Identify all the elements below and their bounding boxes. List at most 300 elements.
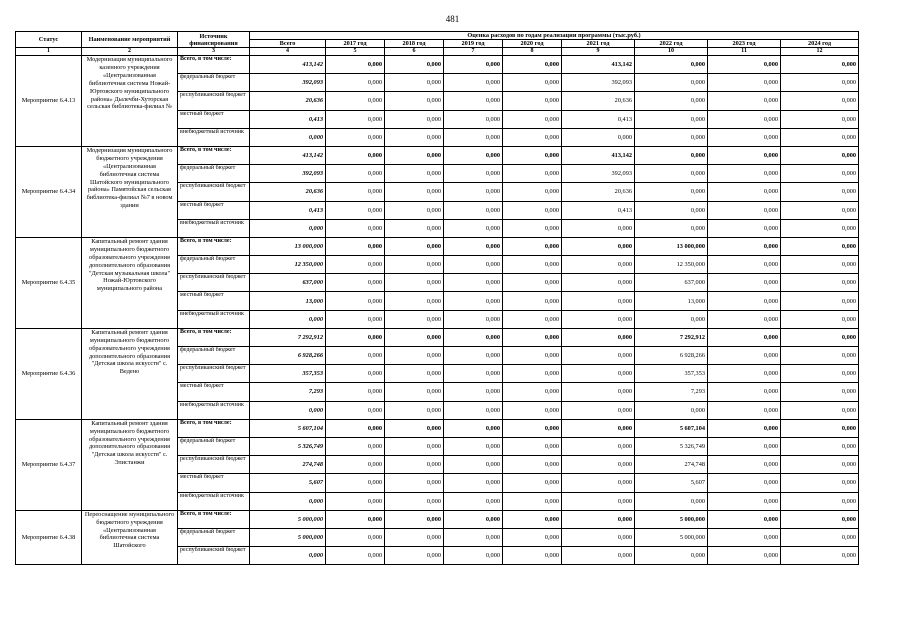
column-number: 1 [16, 48, 82, 56]
value-year: 0,000 [708, 110, 781, 128]
value-year: 0,000 [708, 274, 781, 292]
value-year: 7,293 [635, 383, 708, 401]
value-year: 5 326,749 [635, 437, 708, 455]
value-year: 0,000 [385, 547, 444, 565]
value-year: 0,000 [562, 292, 635, 310]
measure-name: Переоснащение муниципального бюджетного учреждения «Централизованная библиотечная система Шатойского [84, 510, 175, 550]
funding-source: местный бюджет [178, 474, 250, 492]
value-year: 0,000 [562, 274, 635, 292]
value-year: 0,000 [326, 510, 385, 528]
value-year: 0,000 [326, 365, 385, 383]
value-total: 0,413 [250, 201, 326, 219]
value-year: 0,000 [708, 56, 781, 74]
value-year: 0,000 [503, 237, 562, 255]
value-year: 0,000 [385, 274, 444, 292]
column-number: 8 [503, 48, 562, 56]
value-total: 0,000 [250, 547, 326, 565]
value-year: 0,000 [635, 128, 708, 146]
value-year: 0,000 [635, 219, 708, 237]
value-year: 0,000 [503, 183, 562, 201]
measure-name: Капитальный ремонт здания муниципального бюджетного образовательного учреждения дополнительного образования "Детская школа искусств" с. Элистанжи [88, 419, 171, 467]
value-year: 0,000 [385, 256, 444, 274]
value-year: 0,000 [708, 219, 781, 237]
value-year: 0,000 [781, 365, 859, 383]
value-year: 0,000 [385, 401, 444, 419]
header-estimate: Оценка расходов по годам реализации программы (тыс.руб.) [250, 32, 859, 40]
header-source: Источник финансирования [178, 32, 250, 48]
value-year: 7 292,912 [635, 328, 708, 346]
funding-source: федеральный бюджет [178, 165, 250, 183]
value-year: 0,000 [562, 456, 635, 474]
funding-source: республиканский бюджет [178, 183, 250, 201]
funding-source: Всего, в том числе: [178, 146, 250, 164]
value-year: 0,000 [503, 383, 562, 401]
value-year: 0,000 [708, 474, 781, 492]
value-year: 0,000 [503, 456, 562, 474]
value-year: 0,000 [635, 201, 708, 219]
value-total: 413,142 [250, 146, 326, 164]
value-year: 0,000 [326, 201, 385, 219]
value-year: 0,000 [635, 401, 708, 419]
value-year: 0,000 [781, 292, 859, 310]
value-year: 0,000 [444, 365, 503, 383]
value-year: 0,000 [385, 165, 444, 183]
header-year: 2024 год [781, 40, 859, 48]
page-number: 481 [445, 14, 460, 24]
value-year: 13,000 [635, 292, 708, 310]
header-year: 2017 год [326, 40, 385, 48]
value-year: 0,000 [781, 165, 859, 183]
value-year: 0,000 [635, 183, 708, 201]
value-year: 413,142 [562, 56, 635, 74]
value-year: 0,000 [385, 419, 444, 437]
value-year: 0,000 [385, 219, 444, 237]
funding-source: внебюджетный источник [178, 401, 250, 419]
value-year: 0,000 [708, 510, 781, 528]
measure-status: Мероприятие 6.4.37 [16, 419, 82, 510]
value-year: 0,000 [503, 56, 562, 74]
value-year: 0,000 [503, 110, 562, 128]
value-year: 0,000 [385, 56, 444, 74]
value-year: 0,000 [326, 401, 385, 419]
value-year: 0,000 [444, 92, 503, 110]
value-year: 0,000 [385, 510, 444, 528]
value-year: 0,000 [708, 256, 781, 274]
value-year: 0,000 [444, 292, 503, 310]
value-total: 0,000 [250, 401, 326, 419]
header-year: 2021 год [562, 40, 635, 48]
funding-source: республиканский бюджет [178, 365, 250, 383]
funding-source: Всего, в том числе: [178, 328, 250, 346]
value-year: 0,000 [326, 256, 385, 274]
value-year: 0,000 [708, 292, 781, 310]
value-year: 0,000 [444, 128, 503, 146]
funding-source: федеральный бюджет [178, 347, 250, 365]
funding-source: внебюджетный источник [178, 219, 250, 237]
value-year: 0,000 [635, 310, 708, 328]
value-year: 0,000 [326, 328, 385, 346]
value-year: 0,000 [781, 383, 859, 401]
table-row [16, 328, 859, 346]
value-year: 0,000 [708, 237, 781, 255]
value-year: 0,000 [503, 274, 562, 292]
value-year: 0,000 [326, 56, 385, 74]
value-year: 0,000 [444, 56, 503, 74]
measure-name-cell [82, 510, 178, 565]
value-year: 0,000 [444, 383, 503, 401]
measure-name: Капитальный ремонт здания муниципального бюджетного образовательного учреждения дополнительного образования "Детская школа искусств" с. Ведено [88, 328, 171, 376]
value-year: 0,000 [781, 510, 859, 528]
value-year: 0,000 [444, 456, 503, 474]
table-row [16, 146, 859, 164]
measure-name-cell [82, 419, 178, 510]
value-year: 0,000 [326, 474, 385, 492]
value-year: 0,000 [708, 183, 781, 201]
value-year: 0,000 [444, 437, 503, 455]
value-year: 0,000 [635, 110, 708, 128]
value-year: 20,636 [562, 92, 635, 110]
value-year: 5 000,000 [635, 528, 708, 546]
value-year: 0,000 [444, 219, 503, 237]
value-year: 0,000 [444, 474, 503, 492]
value-year: 0,000 [444, 146, 503, 164]
value-year: 0,000 [444, 274, 503, 292]
value-total: 357,353 [250, 365, 326, 383]
funding-source: федеральный бюджет [178, 528, 250, 546]
table-row [16, 237, 859, 255]
value-year: 0,000 [326, 547, 385, 565]
value-year: 0,000 [385, 456, 444, 474]
value-year: 0,000 [708, 437, 781, 455]
header-name: Наименование мероприятий [82, 32, 178, 48]
value-year: 0,000 [326, 128, 385, 146]
value-year: 0,000 [781, 219, 859, 237]
value-year: 0,000 [326, 528, 385, 546]
value-year: 0,000 [444, 110, 503, 128]
value-year: 0,000 [781, 274, 859, 292]
value-year: 0,000 [635, 92, 708, 110]
value-year: 0,000 [444, 237, 503, 255]
funding-source: федеральный бюджет [178, 256, 250, 274]
value-year: 0,000 [503, 365, 562, 383]
value-year: 0,000 [562, 128, 635, 146]
value-year: 0,000 [781, 401, 859, 419]
value-year: 0,000 [781, 92, 859, 110]
value-year: 5 000,000 [635, 510, 708, 528]
value-year: 0,000 [708, 347, 781, 365]
value-year: 0,000 [503, 437, 562, 455]
value-year: 0,000 [444, 310, 503, 328]
value-year: 5 607,104 [635, 419, 708, 437]
value-year: 0,000 [708, 456, 781, 474]
value-year: 0,000 [385, 347, 444, 365]
value-year: 0,000 [562, 256, 635, 274]
measure-status: Мероприятие 6.4.34 [16, 146, 82, 237]
value-year: 0,000 [444, 165, 503, 183]
value-year: 0,000 [444, 401, 503, 419]
value-year: 0,000 [444, 347, 503, 365]
value-year: 0,000 [326, 74, 385, 92]
funding-source: Всего, в том числе: [178, 237, 250, 255]
table-row [16, 419, 859, 437]
value-year: 0,000 [503, 165, 562, 183]
value-year: 0,000 [326, 110, 385, 128]
funding-source: внебюджетный источник [178, 310, 250, 328]
value-year: 0,000 [385, 365, 444, 383]
value-total: 274,748 [250, 456, 326, 474]
header-year: 2022 год [635, 40, 708, 48]
value-year: 0,000 [444, 183, 503, 201]
value-year: 0,000 [781, 456, 859, 474]
value-year: 0,000 [385, 292, 444, 310]
value-year: 0,000 [781, 110, 859, 128]
value-year: 0,000 [326, 437, 385, 455]
value-total: 5 000,000 [250, 510, 326, 528]
measure-name-cell [82, 328, 178, 419]
value-year: 0,000 [444, 201, 503, 219]
value-year: 0,000 [444, 528, 503, 546]
value-year: 20,636 [562, 183, 635, 201]
column-number: 11 [708, 48, 781, 56]
value-year: 0,000 [326, 165, 385, 183]
value-year: 0,413 [562, 201, 635, 219]
value-year: 0,000 [708, 128, 781, 146]
value-total: 0,000 [250, 310, 326, 328]
table-row [16, 510, 859, 528]
value-total: 0,000 [250, 219, 326, 237]
header-year: 2018 год [385, 40, 444, 48]
funding-source: федеральный бюджет [178, 437, 250, 455]
value-year: 0,000 [385, 110, 444, 128]
value-year: 0,000 [562, 328, 635, 346]
funding-source: республиканский бюджет [178, 456, 250, 474]
value-year: 413,142 [562, 146, 635, 164]
value-year: 13 000,000 [635, 237, 708, 255]
value-year: 274,748 [635, 456, 708, 474]
value-year: 0,000 [708, 74, 781, 92]
value-year: 0,000 [385, 437, 444, 455]
value-year: 0,000 [385, 310, 444, 328]
value-year: 0,000 [562, 383, 635, 401]
value-year: 0,000 [781, 310, 859, 328]
value-year: 0,000 [708, 365, 781, 383]
value-year: 12 350,000 [635, 256, 708, 274]
funding-source: Всего, в том числе: [178, 419, 250, 437]
value-year: 0,000 [444, 74, 503, 92]
value-year: 0,000 [781, 146, 859, 164]
header-year: 2020 год [503, 40, 562, 48]
value-year: 0,000 [385, 528, 444, 546]
value-total: 12 350,000 [250, 256, 326, 274]
value-year: 0,000 [444, 492, 503, 510]
value-year: 0,000 [385, 74, 444, 92]
value-year: 0,000 [781, 183, 859, 201]
value-year: 0,000 [708, 419, 781, 437]
value-year: 0,000 [326, 183, 385, 201]
column-number: 4 [250, 48, 326, 56]
value-year: 0,000 [326, 310, 385, 328]
value-year: 0,000 [708, 310, 781, 328]
value-year: 0,000 [444, 256, 503, 274]
value-year: 0,000 [503, 474, 562, 492]
value-year: 0,000 [562, 437, 635, 455]
value-total: 392,093 [250, 74, 326, 92]
value-total: 5 607,104 [250, 419, 326, 437]
value-total: 0,000 [250, 492, 326, 510]
value-year: 0,000 [781, 328, 859, 346]
measure-name-cell [82, 56, 178, 147]
value-total: 413,142 [250, 56, 326, 74]
measure-status: Мероприятие 6.4.36 [16, 328, 82, 419]
value-year: 0,000 [708, 528, 781, 546]
value-year: 0,000 [326, 237, 385, 255]
funding-source: местный бюджет [178, 201, 250, 219]
value-year: 0,000 [326, 347, 385, 365]
value-year: 0,000 [708, 492, 781, 510]
value-year: 0,000 [781, 437, 859, 455]
value-year: 0,000 [562, 474, 635, 492]
value-year: 0,000 [503, 347, 562, 365]
value-year: 0,000 [326, 292, 385, 310]
funding-source: федеральный бюджет [178, 74, 250, 92]
value-year: 0,000 [635, 146, 708, 164]
value-year: 0,000 [326, 419, 385, 437]
measure-status: Мероприятие 6.4.38 [16, 510, 82, 565]
value-year: 0,000 [562, 237, 635, 255]
value-year: 0,000 [444, 510, 503, 528]
value-year: 0,000 [562, 419, 635, 437]
value-year: 0,000 [326, 492, 385, 510]
value-total: 6 928,266 [250, 347, 326, 365]
value-year: 0,000 [385, 237, 444, 255]
value-year: 0,000 [781, 128, 859, 146]
value-year: 0,000 [562, 219, 635, 237]
measure-name-cell [82, 237, 178, 328]
value-year: 0,000 [635, 165, 708, 183]
value-year: 0,000 [503, 310, 562, 328]
value-year: 0,000 [503, 74, 562, 92]
value-year: 0,000 [326, 456, 385, 474]
value-year: 0,000 [326, 92, 385, 110]
value-year: 0,000 [385, 92, 444, 110]
value-year: 0,000 [503, 92, 562, 110]
funding-source: местный бюджет [178, 383, 250, 401]
value-year: 0,000 [562, 365, 635, 383]
column-number: 12 [781, 48, 859, 56]
value-year: 0,000 [385, 146, 444, 164]
table-row [16, 56, 859, 74]
value-year: 357,353 [635, 365, 708, 383]
value-year: 0,000 [635, 547, 708, 565]
value-year: 0,000 [562, 510, 635, 528]
value-year: 0,000 [708, 92, 781, 110]
value-year: 0,000 [562, 347, 635, 365]
value-year: 0,000 [635, 74, 708, 92]
value-year: 0,000 [635, 492, 708, 510]
value-year: 0,000 [503, 510, 562, 528]
funding-source: республиканский бюджет [178, 547, 250, 565]
value-year: 0,000 [444, 419, 503, 437]
value-year: 0,000 [562, 310, 635, 328]
value-year: 0,000 [326, 146, 385, 164]
funding-source: республиканский бюджет [178, 274, 250, 292]
value-year: 0,000 [326, 383, 385, 401]
value-year: 0,000 [503, 128, 562, 146]
value-year: 0,000 [781, 256, 859, 274]
value-year: 0,000 [444, 328, 503, 346]
value-year: 0,000 [781, 419, 859, 437]
funding-source: внебюджетный источник [178, 492, 250, 510]
value-year: 0,000 [708, 146, 781, 164]
value-year: 0,000 [385, 128, 444, 146]
column-number: 3 [178, 48, 250, 56]
value-total: 0,000 [250, 128, 326, 146]
value-year: 0,000 [562, 401, 635, 419]
value-year: 0,413 [562, 110, 635, 128]
value-year: 0,000 [326, 219, 385, 237]
header-total: Всего [250, 40, 326, 48]
header-year: 2019 год [444, 40, 503, 48]
funding-source: внебюджетный источник [178, 128, 250, 146]
value-year: 0,000 [781, 201, 859, 219]
value-year: 0,000 [781, 347, 859, 365]
measure-name: Капитальный ремонт здания муниципального бюджетного образовательного учреждения дополнительного образования "Детская музыкальная школа" Ножай-Юртовского муниципального района [88, 237, 171, 293]
value-year: 0,000 [444, 547, 503, 565]
measure-name: Модернизация муниципального казенного учреждения «Централизованная библиотечная система Ножай-Юртовского муниципального района» Дылечби-Хуторская сельская библиотека-филиал № [86, 56, 173, 111]
value-total: 5,607 [250, 474, 326, 492]
value-year: 0,000 [503, 256, 562, 274]
value-year: 0,000 [635, 56, 708, 74]
column-number: 7 [444, 48, 503, 56]
value-total: 7 292,912 [250, 328, 326, 346]
value-year: 0,000 [708, 328, 781, 346]
value-year: 6 928,266 [635, 347, 708, 365]
value-total: 20,636 [250, 183, 326, 201]
value-year: 0,000 [385, 183, 444, 201]
value-total: 637,000 [250, 274, 326, 292]
value-year: 0,000 [385, 328, 444, 346]
column-number: 5 [326, 48, 385, 56]
value-total: 5 000,000 [250, 528, 326, 546]
value-year: 0,000 [708, 201, 781, 219]
value-year: 637,000 [635, 274, 708, 292]
header-status: Статус [16, 32, 82, 48]
value-year: 0,000 [562, 492, 635, 510]
value-year: 0,000 [562, 547, 635, 565]
value-year: 0,000 [708, 401, 781, 419]
value-year: 392,093 [562, 165, 635, 183]
value-year: 0,000 [503, 219, 562, 237]
value-year: 0,000 [708, 547, 781, 565]
value-year: 0,000 [781, 528, 859, 546]
funding-source: местный бюджет [178, 110, 250, 128]
value-year: 0,000 [503, 201, 562, 219]
column-number: 10 [635, 48, 708, 56]
value-year: 392,093 [562, 74, 635, 92]
value-total: 5 326,749 [250, 437, 326, 455]
value-year: 0,000 [503, 528, 562, 546]
value-total: 7,293 [250, 383, 326, 401]
value-year: 0,000 [385, 474, 444, 492]
value-year: 0,000 [781, 74, 859, 92]
value-year: 0,000 [385, 201, 444, 219]
value-year: 0,000 [708, 165, 781, 183]
value-total: 20,636 [250, 92, 326, 110]
value-year: 0,000 [781, 492, 859, 510]
value-year: 5,607 [635, 474, 708, 492]
value-total: 13,000 [250, 292, 326, 310]
funding-source: республиканский бюджет [178, 92, 250, 110]
